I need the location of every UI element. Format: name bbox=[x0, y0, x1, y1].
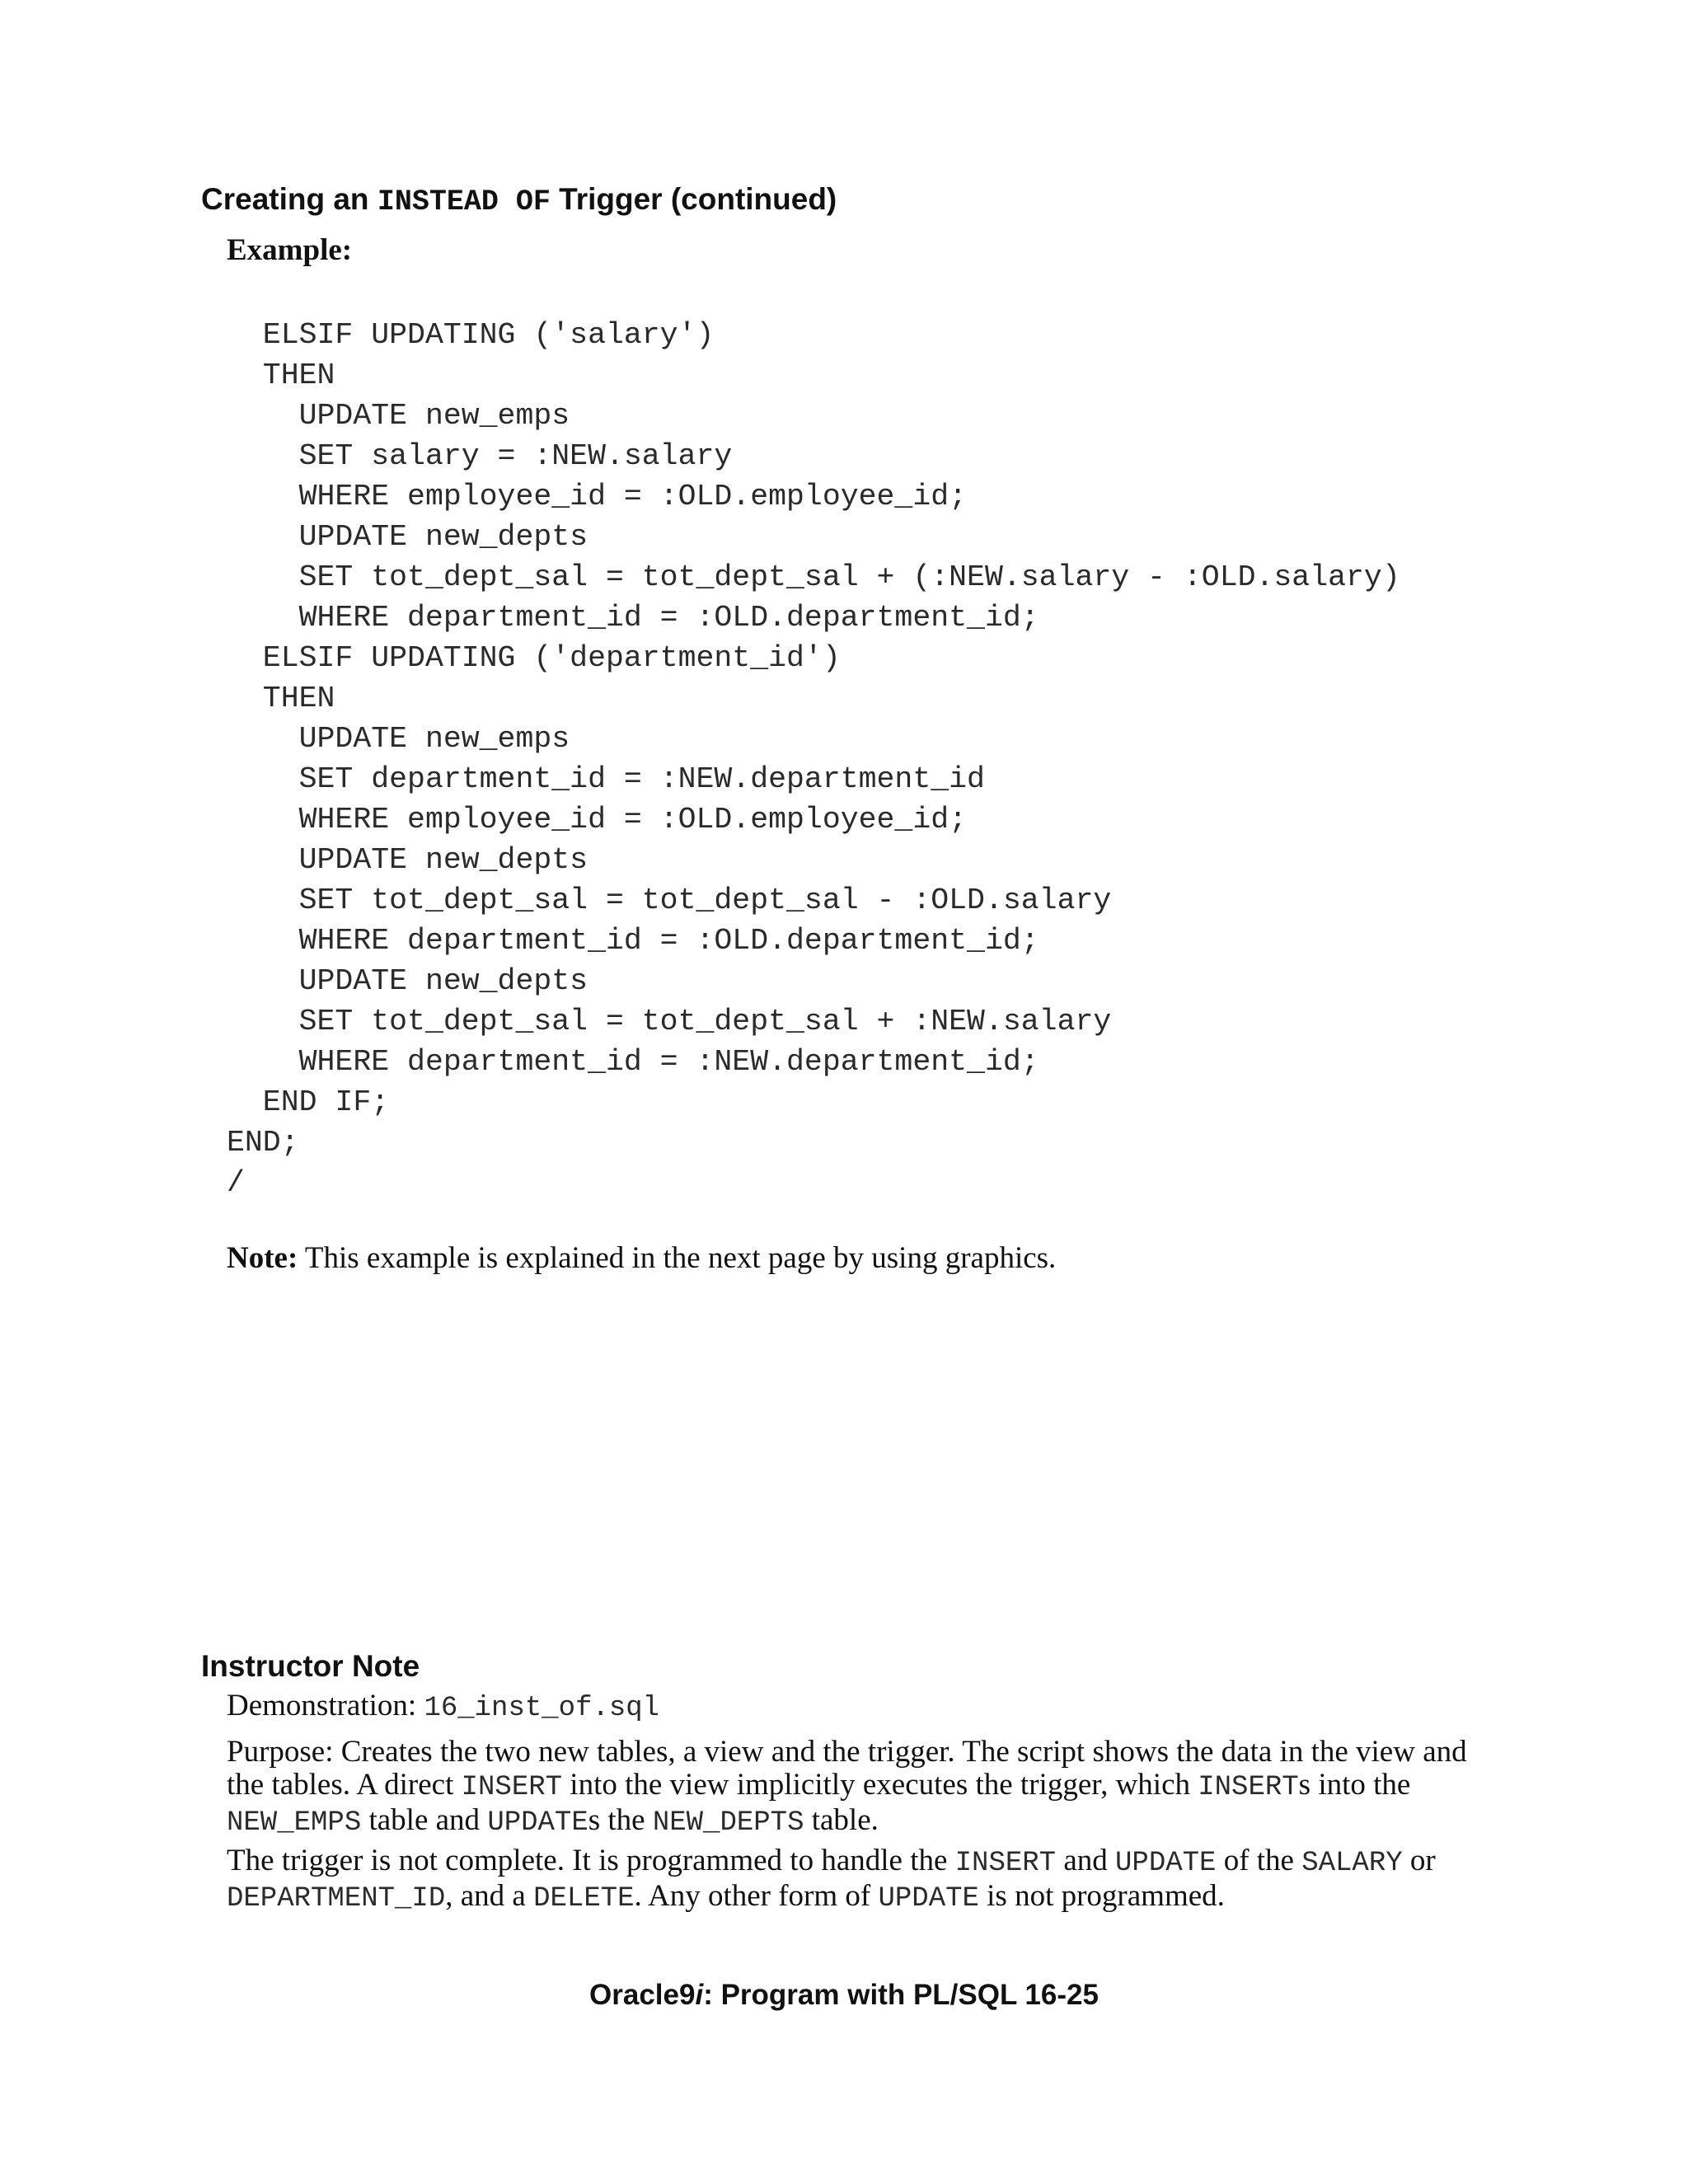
note-paragraph bbox=[227, 1240, 1056, 1277]
trigger-note-code: UPDATE bbox=[878, 1883, 979, 1915]
purpose-text: table. bbox=[804, 1803, 879, 1837]
code-line: WHERE department_id = :OLD.department_id; bbox=[227, 924, 1039, 958]
footer-title-page: : Program with PL/SQL 16-25 bbox=[703, 1979, 1099, 2011]
code-line: SET tot_dept_sal = tot_dept_sal + (:NEW.salary - :OLD.salary) bbox=[227, 560, 1400, 594]
code-line: UPDATE new_depts bbox=[227, 964, 588, 998]
demo-label: Demonstration: bbox=[227, 1689, 424, 1722]
purpose-code: INSERT bbox=[1198, 1772, 1299, 1803]
purpose-paragraph bbox=[227, 1736, 1479, 1840]
heading-prefix: Creating an bbox=[201, 182, 377, 216]
code-block bbox=[227, 315, 1400, 1203]
code-line: THEN bbox=[227, 359, 335, 392]
trigger-note-text: or bbox=[1402, 1844, 1436, 1877]
code-line: ELSIF UPDATING ('salary') bbox=[227, 318, 715, 352]
purpose-code: NEW_DEPTS bbox=[652, 1807, 804, 1839]
purpose-code: INSERT bbox=[461, 1772, 563, 1803]
code-line: SET department_id = :NEW.department_id bbox=[227, 762, 985, 796]
purpose-text: Purpose: Creates the two new tables, a view and the trigger. The script shows the data in the view and the tables. A direct bbox=[227, 1735, 1467, 1802]
trigger-note-code: INSERT bbox=[954, 1848, 1057, 1879]
footer-product: Oracle9 bbox=[589, 1979, 696, 2011]
instructor-note-heading: Instructor Note bbox=[201, 1649, 420, 1683]
trigger-note-text: of the bbox=[1216, 1844, 1302, 1877]
trigger-note-paragraph bbox=[227, 1844, 1479, 1915]
trigger-note-code: UPDATE bbox=[1115, 1848, 1217, 1879]
code-line: UPDATE new_depts bbox=[227, 843, 588, 877]
code-line: / bbox=[227, 1166, 245, 1200]
code-line: END IF; bbox=[227, 1085, 390, 1119]
code-line: SET tot_dept_sal = tot_dept_sal - :OLD.salary bbox=[227, 883, 1112, 917]
code-line: UPDATE new_emps bbox=[227, 399, 570, 433]
trigger-note-text: . Any other form of bbox=[634, 1879, 879, 1913]
code-line: WHERE employee_id = :OLD.employee_id; bbox=[227, 803, 968, 837]
section-heading bbox=[201, 181, 837, 219]
purpose-code: UPDATE bbox=[487, 1807, 588, 1839]
purpose-text: into the view implicitly executes the trigger, which bbox=[562, 1768, 1198, 1802]
trigger-note-code: DEPARTMENT_ID bbox=[227, 1883, 446, 1915]
note-text: This example is explained in the next page by using graphics. bbox=[298, 1241, 1057, 1275]
purpose-code: NEW_EMPS bbox=[227, 1807, 362, 1839]
code-line: UPDATE new_emps bbox=[227, 722, 570, 756]
demo-file: 16_inst_of.sql bbox=[424, 1693, 660, 1724]
code-line: WHERE department_id = :OLD.department_id; bbox=[227, 601, 1039, 635]
trigger-note-text: and bbox=[1056, 1844, 1116, 1877]
code-line: THEN bbox=[227, 682, 335, 715]
purpose-text: table and bbox=[361, 1803, 488, 1837]
trigger-note-text: , and a bbox=[445, 1879, 534, 1913]
heading-code-keyword: INSTEAD OF bbox=[377, 185, 551, 218]
page-footer bbox=[0, 1978, 1688, 2013]
code-line: SET salary = :NEW.salary bbox=[227, 439, 733, 473]
code-line: ELSIF UPDATING ('department_id') bbox=[227, 641, 841, 675]
purpose-text: s into the bbox=[1298, 1768, 1411, 1802]
demonstration-paragraph bbox=[227, 1690, 1479, 1725]
code-line: END; bbox=[227, 1126, 299, 1160]
code-line: WHERE department_id = :NEW.department_id; bbox=[227, 1045, 1039, 1079]
trigger-note-text: The trigger is not complete. It is programmed to handle the bbox=[227, 1844, 955, 1877]
trigger-note-code: SALARY bbox=[1301, 1848, 1403, 1879]
code-line: SET tot_dept_sal = tot_dept_sal + :NEW.salary bbox=[227, 1005, 1112, 1038]
trigger-note-code: DELETE bbox=[533, 1883, 635, 1915]
code-line: UPDATE new_depts bbox=[227, 520, 588, 554]
example-label: Example: bbox=[227, 233, 353, 267]
purpose-text: s the bbox=[588, 1803, 653, 1837]
note-label: Note: bbox=[227, 1241, 298, 1275]
footer-product-italic: i bbox=[695, 1979, 704, 2011]
code-line: WHERE employee_id = :OLD.employee_id; bbox=[227, 480, 968, 513]
trigger-note-text: is not programmed. bbox=[978, 1879, 1225, 1913]
heading-suffix: Trigger (continued) bbox=[550, 182, 837, 216]
